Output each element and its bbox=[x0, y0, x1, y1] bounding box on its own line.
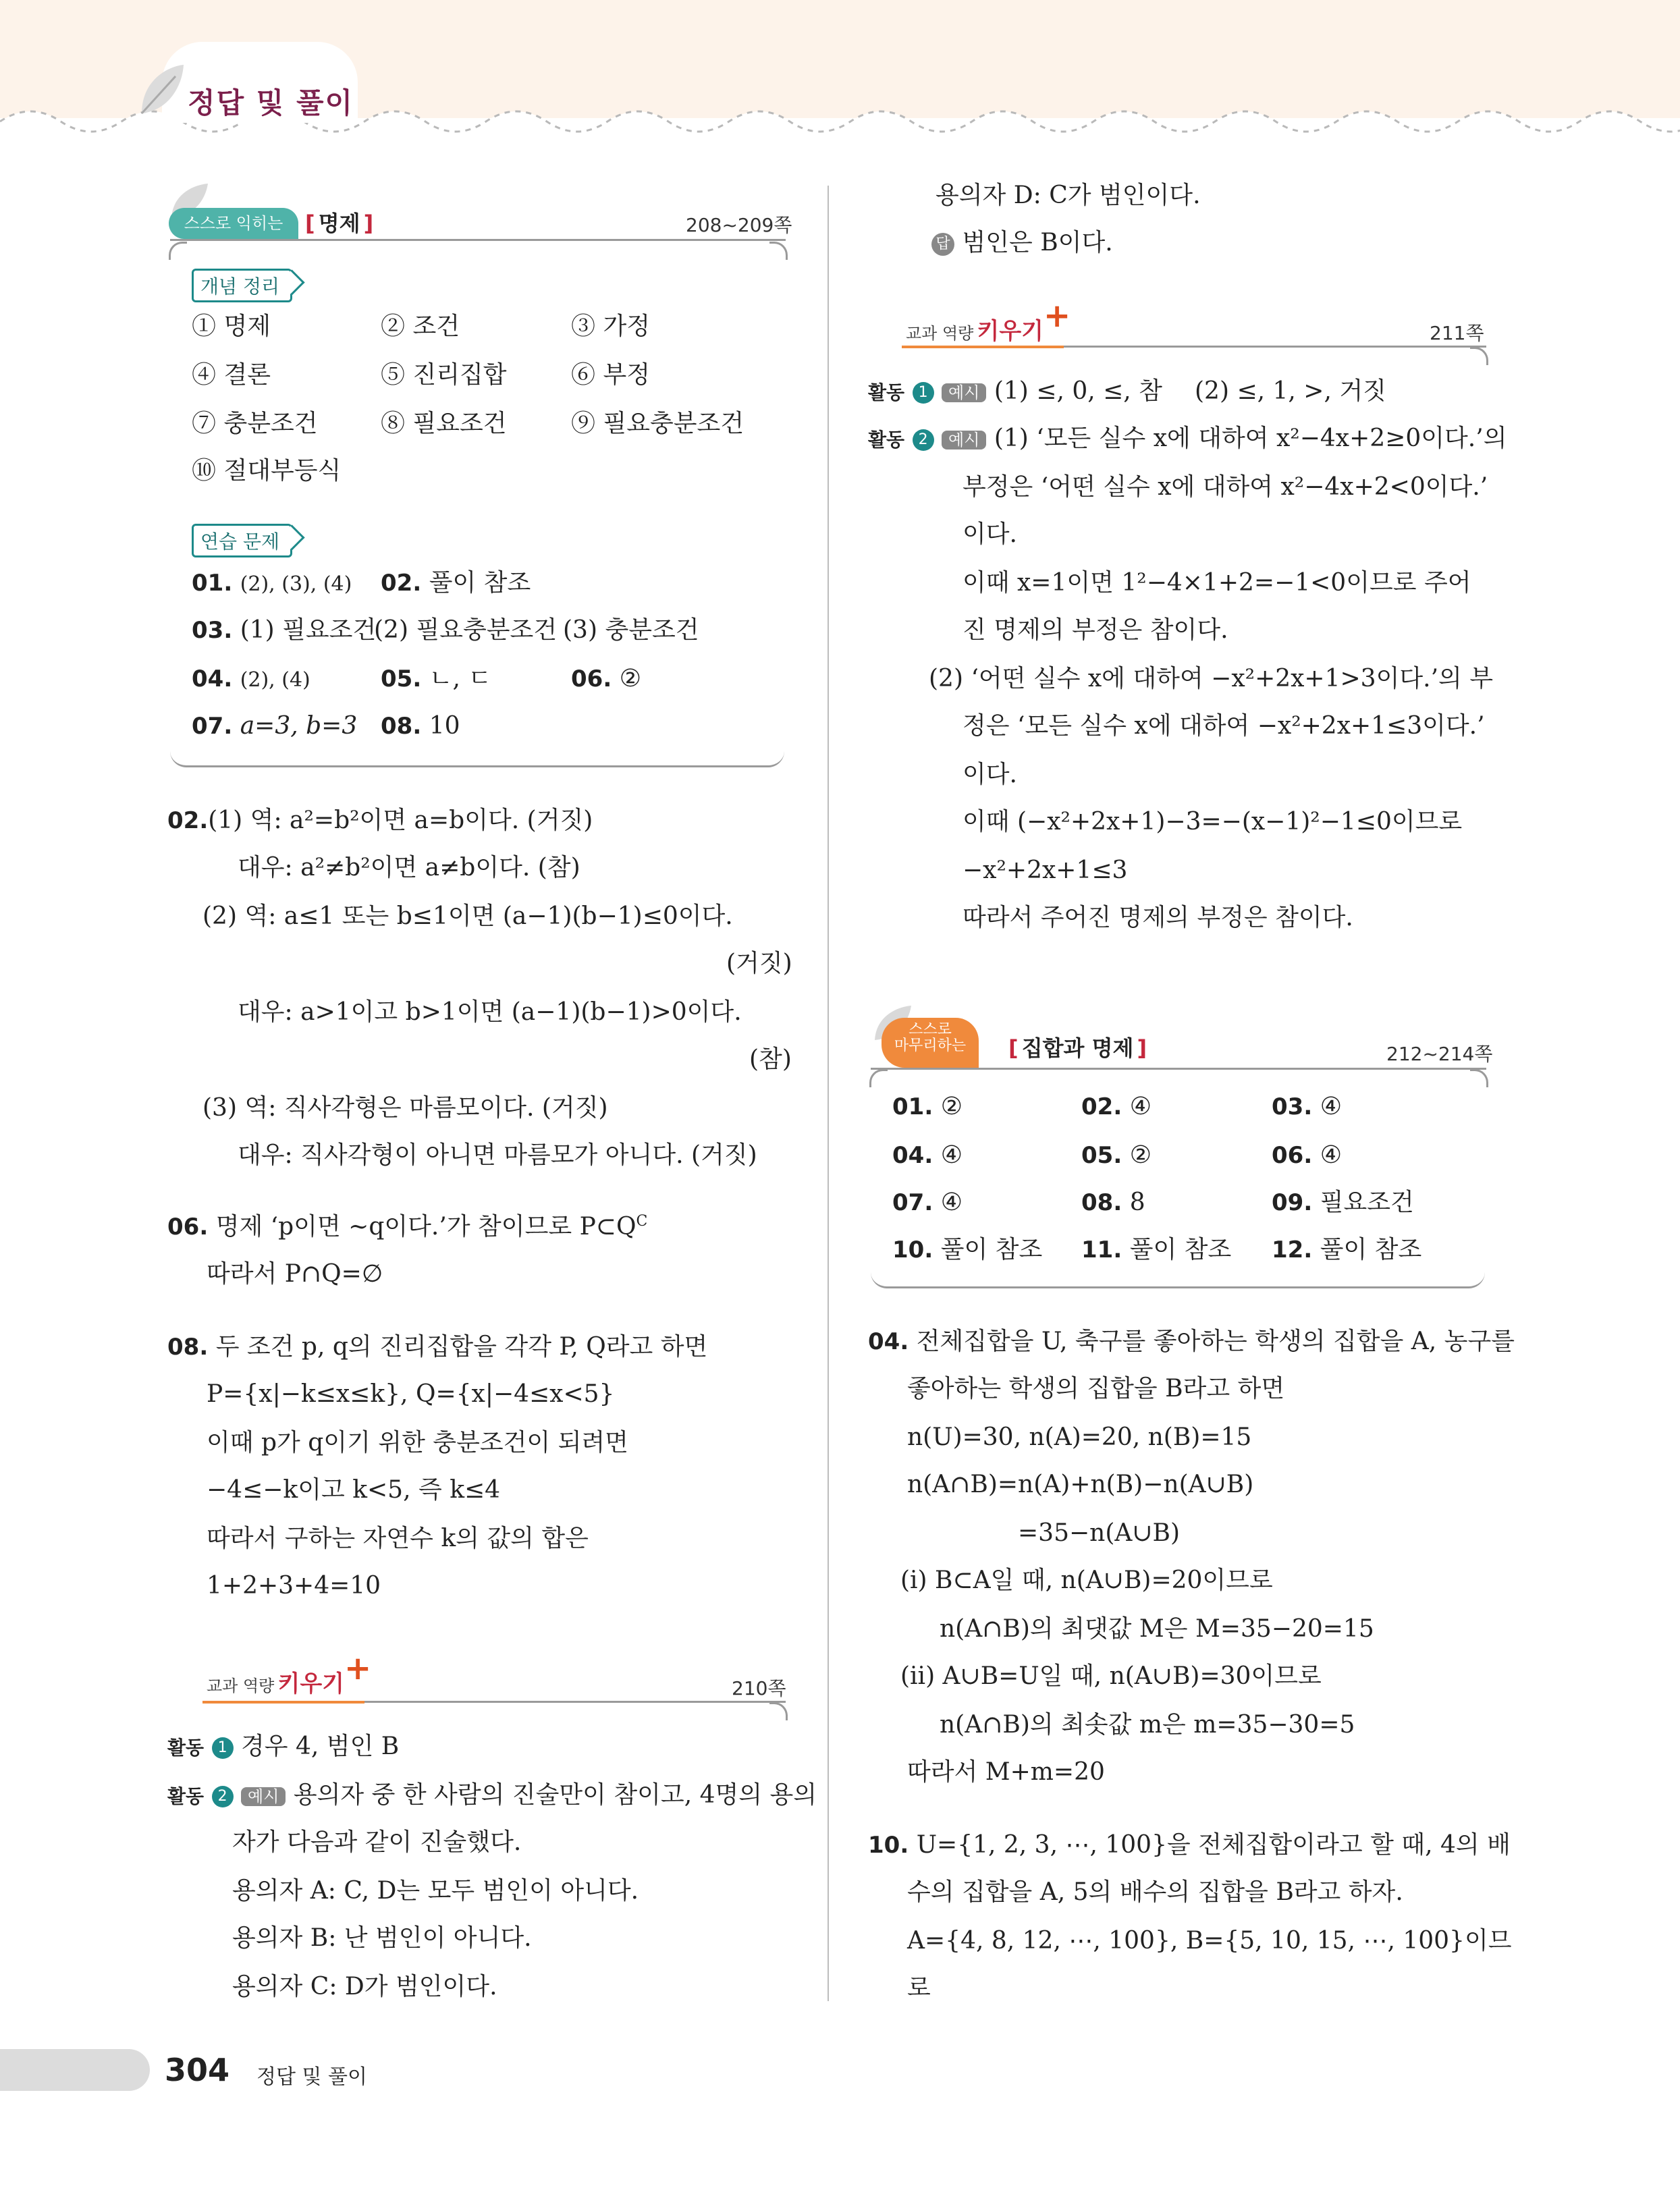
solution-line: −x²+2x+1≤3 bbox=[963, 856, 1128, 884]
solution-line: (ⅱ) A∪B=U일 때, n(A∪B)=30이므로 bbox=[900, 1662, 1322, 1690]
solution-line: n(A∩B)의 최솟값 m은 m=35−30=5 bbox=[940, 1711, 1355, 1739]
solution-line: n(A∩B)의 최댓값 M은 M=35−20=15 bbox=[940, 1615, 1374, 1643]
concept-item: ⑦ 충분조건 bbox=[192, 410, 318, 437]
answer-item: (2) 필요충분조건 bbox=[374, 616, 558, 644]
solution-line: (참) bbox=[749, 1045, 792, 1073]
solution-line: 정은 ‘모든 실수 x에 대하여 −x²+2x+1≤3이다.’ bbox=[963, 712, 1485, 740]
solution-line: 04. 전체집합을 U, 축구를 좋아하는 학생의 집합을 A, 농구를 bbox=[868, 1328, 1515, 1355]
concept-item: ⑥ 부정 bbox=[571, 361, 650, 389]
section-title: [ 명제 ] bbox=[305, 211, 374, 236]
answer-item: 01. ② bbox=[892, 1093, 963, 1120]
answer-item: 04. ④ bbox=[892, 1141, 963, 1169]
practice-label: 연습 문제 bbox=[192, 524, 292, 557]
solution-line: 02.(1) 역: a²=b²이면 a=b이다. (거짓) bbox=[167, 807, 593, 834]
solution-line: 따라서 M+m=20 bbox=[907, 1758, 1105, 1786]
concept-item: ① 명제 bbox=[192, 312, 271, 340]
concept-item: ⑨ 필요충분조건 bbox=[571, 410, 744, 437]
answer-item: 02. ④ bbox=[1081, 1093, 1151, 1120]
solution-line: (3) 역: 직사각형은 마름모이다. (거짓) bbox=[202, 1094, 608, 1122]
footer-text: 정답 및 풀이 bbox=[256, 2065, 367, 2089]
concept-label: 개념 정리 bbox=[192, 269, 292, 302]
solution-line: 용의자 B: 난 범인이 아니다. bbox=[232, 1924, 532, 1952]
solution-line: (거짓) bbox=[726, 950, 792, 977]
activity-2: 활동 2 예시 (1) ‘모든 실수 x에 대하여 x²−4x+2≥0이다.’의 bbox=[868, 425, 1507, 452]
concept-item: ③ 가정 bbox=[571, 312, 650, 340]
solution-line: 대우: 직사각형이 아니면 마름모가 아니다. (거짓) bbox=[238, 1141, 757, 1169]
solution-line: 용의자 D: C가 범인이다. bbox=[936, 182, 1201, 209]
solution-line: (2) 역: a≤1 또는 b≤1이면 (a−1)(b−1)≤0이다. bbox=[202, 902, 733, 930]
solution-line: 1+2+3+4=10 bbox=[207, 1572, 381, 1600]
answer-item: 03. (1) 필요조건 bbox=[192, 616, 377, 644]
header-title: 정답 및 풀이 bbox=[188, 86, 354, 119]
answer-item: 01. (2), (3), (4) bbox=[192, 570, 352, 597]
answer-item: 10. 풀이 참조 bbox=[892, 1236, 1043, 1263]
page-number: 304 bbox=[165, 2052, 230, 2088]
section-pages: 210쪽 bbox=[732, 1677, 786, 1699]
answer-item: 06. ② bbox=[571, 665, 641, 692]
box-top-rule bbox=[364, 1701, 786, 1703]
concept-item: ④ 결론 bbox=[192, 361, 271, 389]
keyword-header: 교과 역량 키우기+ bbox=[906, 297, 1071, 345]
answer-item: 06. ④ bbox=[1272, 1141, 1342, 1169]
solution-line: 이때 (−x²+2x+1)−3=−(x−1)²−1≤0이므로 bbox=[963, 808, 1463, 836]
activity-1-part2: (2) ≤, 1, >, 거짓 bbox=[1195, 377, 1386, 405]
solution-line: n(U)=30, n(A)=20, n(B)=15 bbox=[907, 1423, 1252, 1451]
answer-item: 05. ② bbox=[1081, 1141, 1151, 1169]
solution-line: 이때 x=1이면 1²−4×1+2=−1<0이므로 주어 bbox=[963, 569, 1471, 597]
solution-line: −4≤−k이고 k<5, 즉 k≤4 bbox=[207, 1476, 501, 1504]
answer-item: 12. 풀이 참조 bbox=[1272, 1236, 1422, 1263]
answer-item: 08. 8 bbox=[1081, 1189, 1145, 1216]
solution-line: 진 명제의 부정은 참이다. bbox=[963, 616, 1228, 644]
keyword-underline bbox=[902, 346, 1064, 348]
solution-line: P={x|−k≤x≤k}, Q={x|−4≤x<5} bbox=[207, 1380, 615, 1408]
activity-1: 활동 1 경우 4, 범인 B bbox=[167, 1733, 400, 1760]
answer-item: 11. 풀이 참조 bbox=[1081, 1236, 1232, 1263]
box-corner bbox=[769, 242, 788, 260]
concept-item: ⑧ 필요조건 bbox=[381, 410, 507, 437]
section-title-text: 집합과 명제 bbox=[1021, 1035, 1134, 1061]
answer-item: 03. ④ bbox=[1272, 1093, 1342, 1120]
solution-line: 좋아하는 학생의 집합을 B라고 하면 bbox=[907, 1375, 1285, 1402]
keyword-underline bbox=[202, 1701, 364, 1704]
solution-line: 수의 집합을 A, 5의 배수의 집합을 B라고 하자. bbox=[907, 1878, 1403, 1906]
section-tag-line1: 스스로 bbox=[909, 1021, 952, 1038]
solution-line: 용의자 C: D가 범인이다. bbox=[232, 1973, 497, 2000]
activity-2: 활동 2 예시 용의자 중 한 사람의 진술만이 참이고, 4명의 용의 bbox=[167, 1781, 817, 1809]
solution-line: 이다. bbox=[963, 761, 1017, 788]
concept-item: ⑩ 절대부등식 bbox=[192, 457, 342, 485]
leaf-icon bbox=[135, 59, 189, 120]
column-divider bbox=[828, 186, 829, 2001]
section-tag: 스스로 익히는 bbox=[169, 208, 298, 239]
section-pages: 208~209쪽 bbox=[686, 214, 792, 236]
solution-line: 대우: a²≠b²이면 a≠b이다. (참) bbox=[238, 854, 580, 881]
box-corner bbox=[1470, 347, 1488, 365]
solution-line: 따라서 P∩Q=∅ bbox=[207, 1260, 383, 1288]
answer-item: 07. ④ bbox=[892, 1189, 963, 1216]
box-top-rule bbox=[1064, 346, 1486, 348]
solution-line: 부정은 ‘어떤 실수 x에 대하여 x²−4x+2<0이다.’ bbox=[963, 473, 1488, 501]
section-tag bbox=[882, 1018, 979, 1068]
answer-item: 05. ㄴ, ㄷ bbox=[381, 665, 492, 692]
keyword-header: 교과 역량 키우기+ bbox=[207, 1650, 372, 1697]
footer-bar bbox=[0, 2049, 150, 2091]
solution-line: =35−n(A∪B) bbox=[1018, 1519, 1181, 1547]
solution-line: 06. 명제 ‘p이면 ∼q이다.’가 참이므로 $P\subset Q^C$ bbox=[167, 1213, 648, 1241]
activity-1: 활동 1 예시 (1) ≤, 0, ≤, 참 bbox=[868, 377, 1162, 405]
answer-item: 09. 필요조건 bbox=[1272, 1189, 1414, 1216]
solution-line: A={4, 8, 12, ⋯, 100}, B={5, 10, 15, ⋯, 100}이므 bbox=[907, 1927, 1512, 1955]
solution-line: 대우: a>1이고 b>1이면 (a−1)(b−1)>0이다. bbox=[238, 998, 742, 1026]
section-title-text: 명제 bbox=[318, 211, 360, 236]
answer-item: 04. (2), (4) bbox=[192, 665, 310, 692]
solution-line: 이다. bbox=[963, 520, 1017, 548]
solution-line: 따라서 구하는 자연수 k의 값의 합은 bbox=[207, 1525, 589, 1552]
solution-line: 자가 다음과 같이 진술했다. bbox=[232, 1828, 522, 1856]
solution-line: (2) ‘어떤 실수 x에 대하여 −x²+2x+1>3이다.’의 부 bbox=[929, 665, 1494, 692]
section-pages: 212~214쪽 bbox=[1386, 1043, 1493, 1065]
answer-item: 02. 풀이 참조 bbox=[381, 569, 531, 597]
box-corner bbox=[769, 1702, 788, 1720]
solution-line: 용의자 A: C, D는 모두 범인이 아니다. bbox=[232, 1877, 639, 1905]
solution-line: 따라서 주어진 명제의 부정은 참이다. bbox=[963, 904, 1353, 931]
solution-line: 이때 p가 q이기 위한 충분조건이 되려면 bbox=[207, 1429, 628, 1456]
answer-item: 08. 10 bbox=[381, 712, 460, 740]
section-pages: 211쪽 bbox=[1430, 322, 1484, 344]
section-title: [ 집합과 명제 ] bbox=[1008, 1035, 1147, 1061]
solution-line: 로 bbox=[907, 1974, 931, 2002]
solution-line: 10. U={1, 2, 3, ⋯, 100}을 전체집합이라고 할 때, 4의 배 bbox=[868, 1831, 1511, 1859]
solution-line: 08. 두 조건 p, q의 진리집합을 각각 P, Q라고 하면 bbox=[167, 1333, 708, 1361]
answer-item: (3) 충분조건 bbox=[563, 616, 699, 644]
section-tag-line2: 마무리하는 bbox=[894, 1037, 967, 1055]
concept-item: ⑤ 진리집합 bbox=[381, 361, 507, 389]
concept-item: ② 조건 bbox=[381, 312, 460, 340]
answer-line: 답 범인은 B이다. bbox=[931, 228, 1113, 257]
box-top-rule bbox=[871, 1068, 1486, 1070]
solution-line: (ⅰ) B⊂A일 때, n(A∪B)=20이므로 bbox=[900, 1566, 1273, 1594]
answer-item: 07. a=3, b=3 bbox=[192, 712, 358, 740]
solution-line: n(A∩B)=n(A)+n(B)−n(A∪B) bbox=[907, 1471, 1254, 1498]
